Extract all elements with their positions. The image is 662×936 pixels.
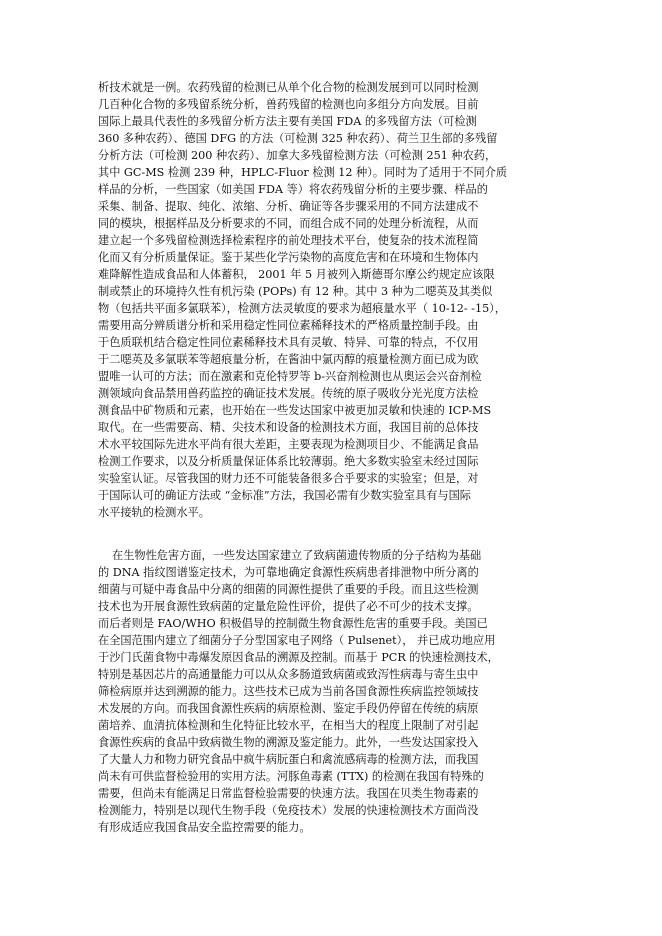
text-line: 检测工作要求，以及分析质量保证体系比较薄弱。绝大多数实验室未经过国际 <box>98 455 479 468</box>
text-line: 有形成适应我国食品安全监控需要的能力。 <box>98 821 311 834</box>
text-line: 采集、制备、提取、纯化、浓缩、分析、确证等各步骤采用的不同方法建成不 <box>98 200 479 213</box>
text-line: 几百种化合物的多残留系统分析，兽药残留的检测也向多组分方向发展。目前 <box>98 98 479 111</box>
text-line: 细菌与可疑中毒食品中分离的细菌的同源性提供了重要的手段。而且这些检测 <box>98 583 479 596</box>
text-line: 分析方法（可检测 200 种农药）、加拿大多残留检测方法（可检测 251 种农药， <box>98 149 497 162</box>
text-line: 的 DNA 指纹图谱鉴定技术，为可靠地确定食源性疾病患者排泄物中所分离的 <box>98 566 479 579</box>
text-line: 360 多种农药）、德国 DFG 的方法（可检测 325 种农药）、荷兰卫生部的多残留 <box>98 132 498 145</box>
text-line: 需要用高分辨质谱分析和采用稳定性同位素稀释技术的严格质量控制手段。由 <box>98 319 479 332</box>
text-line: 在生物性危害方面，一些发达国家建立了致病菌遗传物质的分子结构为基础 <box>112 549 482 562</box>
text-line: 取代。在一些需要高、精、尖技术和设备的检测技术方面，我国目前的总体技 <box>98 421 479 434</box>
text-line: 析技术就是一例。农药残留的检测已从单个化合物的检测发展到可以同时检测 <box>98 81 479 94</box>
text-line: 其中 GC-MS 检测 239 种，HPLC-Fluor 检测 12 种）。同时为了适用于不同介质 <box>98 166 508 179</box>
text-line: 同的模块，根据样品及分析要求的不同，而组合成不同的处理分析流程，从而 <box>98 217 479 230</box>
text-line: 特别是基因芯片的高通量能力可以从众多肠道致病菌或致泻性病毒与寄生虫中 <box>98 668 479 681</box>
text-line: 实验室认证。尽管我国的财力还不可能装备很多合乎要求的实验室；但是，对 <box>98 472 479 485</box>
text-line: 难降解性造成食品和人体蓄积， 2001 年 5 月被列入斯德哥尔摩公约规定应该限 <box>98 268 495 281</box>
text-line: 检测能力，特别是以现代生物手段（免疫技术）发展的快速检测技术方面尚没 <box>98 804 479 817</box>
text-line: 测食品中矿物质和元素，也开始在一些发达国家中被更加灵敏和快速的 ICP-MS <box>98 404 492 417</box>
text-line: 建立起一个多残留检测选择检索程序的前处理技术平台，使复杂的技术流程简 <box>98 234 479 247</box>
text-line: 而后者则是 FAO/WHO 积极倡导的控制微生物食源性危害的重要手段。美国已 <box>98 617 488 630</box>
text-line: 了大量人力和物力研究食品中疯牛病朊蛋白和禽流感病毒的检测方法，而我国 <box>98 753 479 766</box>
text-line: 物（包括共平面多氯联苯），检测方法灵敏度的要求为超痕量水平（ 10-12- -15）， <box>98 302 506 315</box>
text-line: 尚未有可供监督检验用的实用方法。河豚鱼毒素 (TTX) 的检测在我国有特殊的 <box>98 770 484 783</box>
text-line: 术水平较国际先进水平尚有很大差距，主要表现为检测项目少、不能满足食品 <box>98 438 479 451</box>
text-line: 化而又有分析质量保证。鉴于某些化学污染物的高度危害和在环境和生物体内 <box>98 251 479 264</box>
text-line: 于二噁英及多氯联苯等超痕量分析，在酱油中氯丙醇的痕量检测方面已成为欧 <box>98 353 479 366</box>
text-line: 制或禁止的环境持久性有机污染 (POPs) 有 12 种。其中 3 种为二噁英及其类似 <box>98 285 493 298</box>
text-line: 筛检病原并达到溯源的能力。这些技术已成为当前各国食源性疾病监控领域技 <box>98 685 479 698</box>
text-line: 在全国范围内建立了细菌分子分型国家电子网络（ Pulsenet）， 并已成功地应用 <box>98 634 496 647</box>
text-line: 技术也为开展食源性致病菌的定量危险性评价，提供了必不可少的技术支撑。 <box>98 600 479 613</box>
text-line: 国际上最具代表性的多残留分析方法主要有美国 FDA 的多残留方法（可检测 <box>98 115 477 128</box>
text-line: 术发展的方向。而我国食源性疾病的病原检测、鉴定手段仍停留在传统的病原 <box>98 702 479 715</box>
text-line: 水平接轨的检测水平。 <box>98 506 210 519</box>
text-line: 于色质联机结合稳定性同位素稀释技术具有灵敏、特异、可靠的特点，不仅用 <box>98 336 479 349</box>
text-line: 测领域向食品禁用兽药监控的确证技术发展。传统的原子吸收分光光度方法检 <box>98 387 479 400</box>
text-line: 菌培养、血清抗体检测和生化特征比较水平，在相当大的程度上限制了对引起 <box>98 719 479 732</box>
text-line: 于沙门氏菌食物中毒爆发原因食品的溯源及控制。而基于 PCR 的快速检测技术， <box>98 651 499 664</box>
text-line: 食源性疾病的食品中致病微生物的溯源及鉴定能力。此外，一些发达国家投入 <box>98 736 479 749</box>
text-line: 于国际认可的确证方法或 “金标准”方法，我国必需有少数实验室具有与国际 <box>98 489 471 502</box>
text-line: 盟唯一认可的方法；而在激素和克伦特罗等 b-兴奋剂检测也从奥运会兴奋剂检 <box>98 370 482 383</box>
text-line: 样品的分析，一些国家（如美国 FDA 等）将农药残留分析的主要步骤、样品的 <box>98 183 488 196</box>
text-line: 需要，但尚未有能满足日常监督检验需要的快速方法。我国在贝类生物毒素的 <box>98 787 479 800</box>
